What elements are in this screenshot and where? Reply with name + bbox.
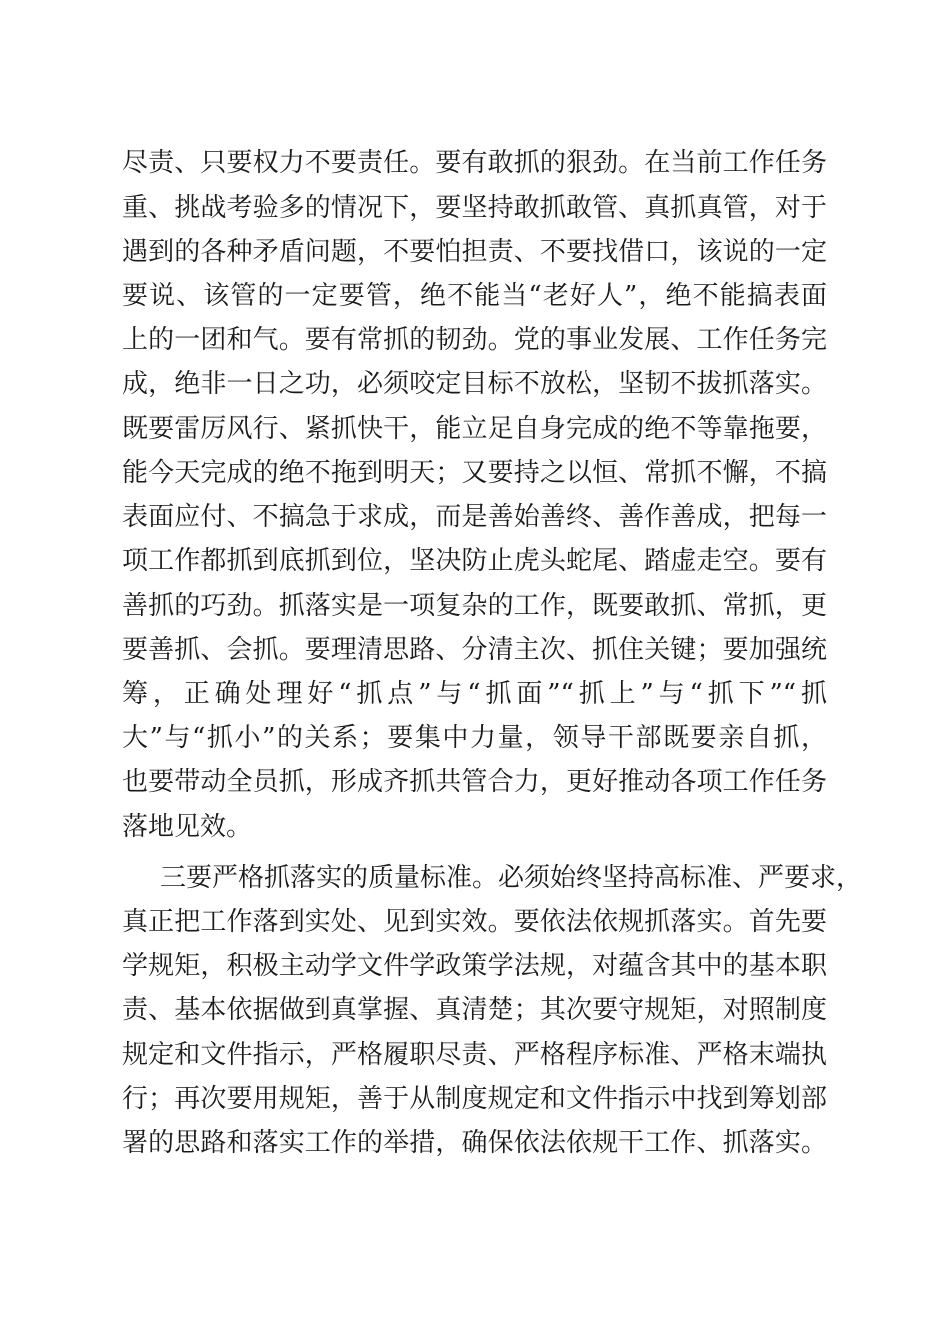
text-line: 重、挑战考验多的情况下，要坚持敢抓敢管、真抓真管，对于 <box>122 193 827 223</box>
text-line: 成，绝非一日之功，必须咬定目标不放松，坚韧不拔抓落实。 <box>122 369 827 399</box>
text-line: 要说、该管的一定要管，绝不能当“老好人”，绝不能搞表面 <box>122 281 827 311</box>
paragraph-first-line: 三要严格抓落实的质量标准。必须始终坚持高标准、严要求， <box>160 863 863 893</box>
text-line: 善抓的巧劲。抓落实是一项复杂的工作，既要敢抓、常抓，更 <box>122 591 827 621</box>
text-line: 也要带动全员抓，形成齐抓共管合力，更好推动各项工作任务 <box>122 767 827 797</box>
text-line: 落地见效。 <box>122 812 253 842</box>
text-line: 上的一团和气。要有常抓的韧劲。党的事业发展、工作任务完 <box>122 325 827 355</box>
text-line: 尽责、只要权力不要责任。要有敢抓的狠劲。在当前工作任务 <box>122 148 827 178</box>
text-line: 行；再次要用规矩，善于从制度规定和文件指示中找到筹划部 <box>122 1084 827 1114</box>
text-line: 真正把工作落到实处、见到实效。要依法依规抓落实。首先要 <box>122 907 827 937</box>
text-line: 筹，正确处理好“抓点”与“抓面”“抓上”与“抓下”“抓 <box>122 679 827 709</box>
text-line: 能今天完成的绝不拖到明天；又要持之以恒、常抓不懈，不搞 <box>122 458 827 488</box>
text-line: 既要雷厉风行、紧抓快干，能立足自身完成的绝不等靠拖要， <box>122 414 827 444</box>
text-line: 表面应付、不搞急于求成，而是善始善终、善作善成，把每一 <box>122 502 827 532</box>
text-line: 项工作都抓到底抓到位，坚决防止虎头蛇尾、踏虚走空。要有 <box>122 546 827 576</box>
text-line: 学规矩，积极主动学文件学政策学法规，对蕴含其中的基本职 <box>122 951 827 981</box>
text-line: 遇到的各种矛盾问题，不要怕担责、不要找借口，该说的一定 <box>122 237 827 267</box>
text-line: 规定和文件指示，严格履职尽责、严格程序标准、严格末端执 <box>122 1040 827 1070</box>
text-line: 责、基本依据做到真掌握、真清楚；其次要守规矩，对照制度 <box>122 995 827 1025</box>
text-line: 要善抓、会抓。要理清思路、分清主次、抓住关键；要加强统 <box>122 635 827 665</box>
text-line: 署的思路和落实工作的举措，确保依法依规干工作、抓落实。 <box>122 1128 827 1158</box>
text-line: 大”与“抓小”的关系；要集中力量，领导干部既要亲自抓， <box>122 723 827 753</box>
